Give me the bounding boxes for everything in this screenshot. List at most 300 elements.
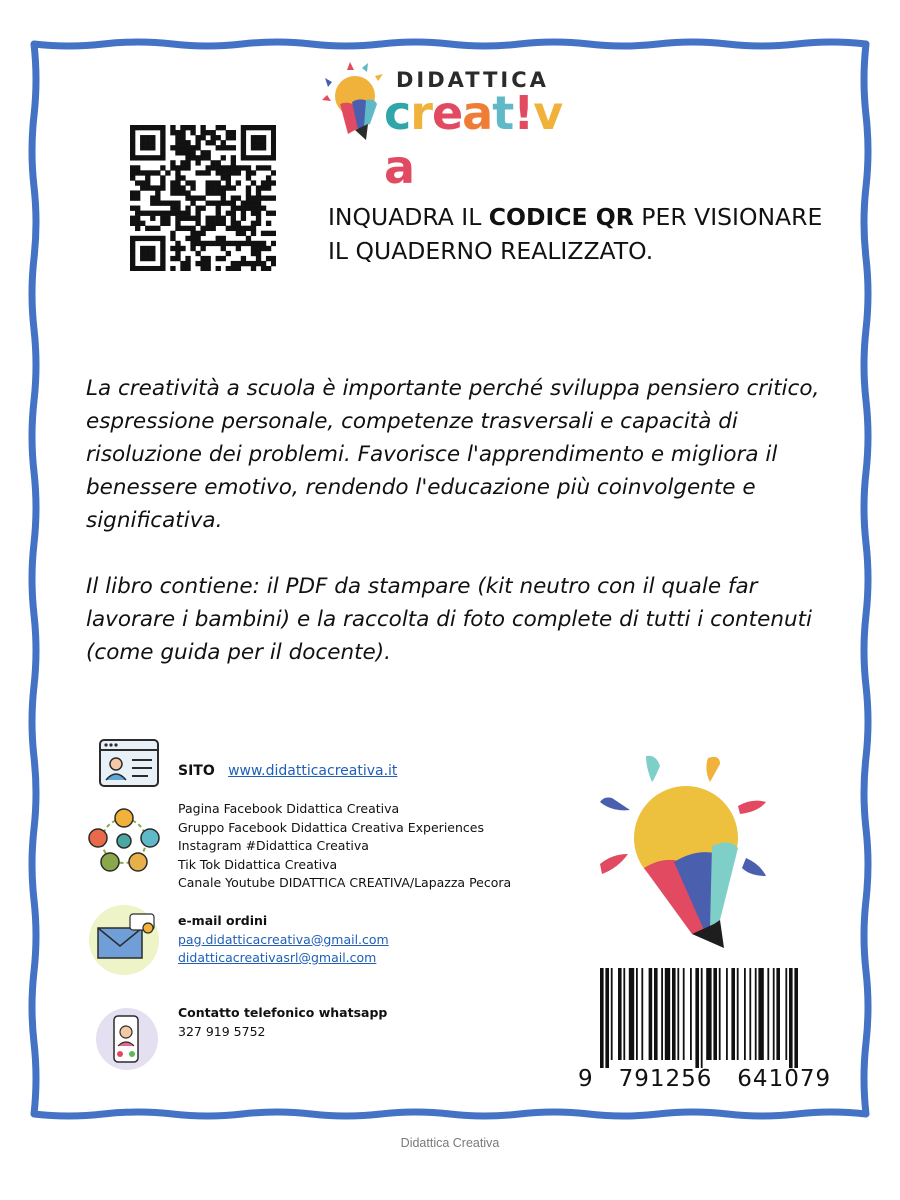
qr-module xyxy=(150,145,155,150)
qr-module xyxy=(135,226,140,231)
qr-module xyxy=(256,206,261,211)
qr-module xyxy=(226,170,231,175)
qr-module xyxy=(216,221,221,226)
qr-module xyxy=(160,266,165,271)
qr-module xyxy=(261,241,266,246)
qr-module xyxy=(190,150,195,155)
qr-module xyxy=(216,125,221,130)
qr-module xyxy=(175,216,180,221)
qr-module xyxy=(150,216,155,221)
qr-module xyxy=(261,261,266,266)
qr-module xyxy=(175,201,180,206)
qr-module xyxy=(221,145,226,150)
qr-module xyxy=(221,221,226,226)
qr-module xyxy=(211,165,216,170)
qr-module xyxy=(195,145,200,150)
qr-module xyxy=(175,226,180,231)
qr-module xyxy=(256,256,261,261)
qr-module xyxy=(185,140,190,145)
qr-module xyxy=(190,155,195,160)
qr-module xyxy=(271,130,276,135)
qr-module xyxy=(135,221,140,226)
qr-module xyxy=(271,125,276,130)
qr-module xyxy=(221,201,226,206)
qr-module xyxy=(190,246,195,251)
qr-module xyxy=(150,266,155,271)
qr-module xyxy=(185,155,190,160)
qr-module xyxy=(170,190,175,195)
qr-module xyxy=(231,170,236,175)
qr-module xyxy=(221,195,226,200)
qr-module xyxy=(170,180,175,185)
qr-module xyxy=(170,125,175,130)
qr-module xyxy=(130,221,135,226)
qr-module xyxy=(266,246,271,251)
qr-module xyxy=(241,226,246,231)
qr-module xyxy=(246,201,251,206)
qr-module xyxy=(185,261,190,266)
qr-module xyxy=(236,165,241,170)
qr-module xyxy=(180,135,185,140)
qr-module xyxy=(180,246,185,251)
qr-module xyxy=(190,130,195,135)
qr-module xyxy=(155,185,160,190)
qr-module xyxy=(185,236,190,241)
qr-module xyxy=(231,226,236,231)
qr-module xyxy=(251,251,256,256)
qr-module xyxy=(145,256,150,261)
qr-module xyxy=(251,170,256,175)
qr-module xyxy=(251,226,256,231)
barcode-bar xyxy=(611,968,613,1060)
qr-module xyxy=(175,256,180,261)
qr-module xyxy=(130,261,135,266)
qr-module xyxy=(170,231,175,236)
qr-module xyxy=(226,135,231,140)
qr-module xyxy=(185,160,190,165)
qr-module xyxy=(236,206,241,211)
qr-module xyxy=(195,236,200,241)
qr-module xyxy=(190,125,195,130)
qr-module xyxy=(241,135,246,140)
qr-module xyxy=(140,145,145,150)
qr-module xyxy=(256,211,261,216)
qr-module xyxy=(195,140,200,145)
qr-module xyxy=(206,165,211,170)
qr-module xyxy=(190,226,195,231)
qr-module xyxy=(160,155,165,160)
qr-module xyxy=(216,236,221,241)
qr-module xyxy=(211,190,216,195)
qr-module xyxy=(130,140,135,145)
qr-module xyxy=(160,241,165,246)
qr-module xyxy=(246,175,251,180)
qr-module xyxy=(241,241,246,246)
qr-module xyxy=(200,135,205,140)
qr-module xyxy=(226,185,231,190)
qr-module xyxy=(160,145,165,150)
logo-letter: v xyxy=(533,86,563,140)
qr-module xyxy=(241,145,246,150)
qr-module xyxy=(160,175,165,180)
qr-module xyxy=(256,216,261,221)
qr-module xyxy=(246,155,251,160)
barcode-bar xyxy=(785,968,787,1060)
logo-bottom-word xyxy=(384,86,572,194)
qr-module xyxy=(145,140,150,145)
qr-module xyxy=(271,140,276,145)
barcode-bar xyxy=(706,968,711,1060)
description-paragraph-2: Il libro contiene: il PDF da stampare (kit neutro con il quale far lavorare i bambini) e la raccolta di foto complete di tutti i contenuti (come guida per il docente). xyxy=(86,574,812,665)
qr-module xyxy=(271,261,276,266)
qr-module xyxy=(271,211,276,216)
qr-module xyxy=(160,256,165,261)
qr-module xyxy=(271,170,276,175)
qr-module xyxy=(185,226,190,231)
qr-caption-bold: CODICE QR xyxy=(488,203,634,231)
social-facebook-group: Gruppo Facebook Didattica Creativa Experiences xyxy=(178,819,484,835)
qr-module xyxy=(211,221,216,226)
qr-module xyxy=(211,180,216,185)
qr-module xyxy=(211,201,216,206)
barcode-bar xyxy=(731,968,735,1060)
qr-module xyxy=(175,130,180,135)
qr-module xyxy=(130,170,135,175)
qr-module xyxy=(226,130,231,135)
site-link[interactable]: www.didatticacreativa.it xyxy=(228,763,398,779)
qr-code-icon[interactable] xyxy=(130,125,276,271)
qr-module xyxy=(180,266,185,271)
qr-module xyxy=(251,231,256,236)
qr-module xyxy=(251,246,256,251)
phone-icon xyxy=(94,1006,160,1072)
qr-module xyxy=(226,175,231,180)
qr-module xyxy=(211,135,216,140)
qr-module xyxy=(226,211,231,216)
qr-module xyxy=(160,135,165,140)
barcode-bar xyxy=(654,968,658,1060)
qr-module xyxy=(180,211,185,216)
logo-top-word: DIDATTICA xyxy=(396,68,549,92)
social-facebook-page: Pagina Facebook Didattica Creativa xyxy=(178,801,400,816)
barcode-bar xyxy=(641,968,643,1060)
qr-module xyxy=(165,201,170,206)
qr-module xyxy=(206,155,211,160)
qr-module xyxy=(180,261,185,266)
qr-module xyxy=(236,231,241,236)
qr-module xyxy=(135,266,140,271)
qr-module xyxy=(190,216,195,221)
qr-module xyxy=(261,206,266,211)
qr-module xyxy=(271,195,276,200)
qr-module xyxy=(216,160,221,165)
qr-module xyxy=(241,165,246,170)
qr-module xyxy=(221,256,226,261)
qr-module xyxy=(145,251,150,256)
phone-number: 327 919 5752 xyxy=(178,1023,266,1039)
barcode-bar xyxy=(794,968,798,1068)
qr-module xyxy=(206,266,211,271)
qr-module xyxy=(190,231,195,236)
qr-module xyxy=(135,165,140,170)
logo-letter: e xyxy=(431,86,463,140)
qr-module xyxy=(236,266,241,271)
qr-module xyxy=(130,236,135,241)
qr-module xyxy=(195,135,200,140)
qr-module xyxy=(195,155,200,160)
qr-module xyxy=(140,185,145,190)
qr-module xyxy=(155,226,160,231)
qr-module xyxy=(130,165,135,170)
barcode-bar xyxy=(755,968,757,1060)
qr-module xyxy=(216,201,221,206)
logo-letter: ! xyxy=(513,86,534,140)
qr-module xyxy=(241,231,246,236)
qr-module xyxy=(175,145,180,150)
qr-module xyxy=(226,226,231,231)
qr-module xyxy=(175,251,180,256)
qr-module xyxy=(135,190,140,195)
qr-module xyxy=(145,125,150,130)
qr-module xyxy=(216,135,221,140)
qr-module xyxy=(140,140,145,145)
qr-module xyxy=(221,165,226,170)
qr-module xyxy=(221,140,226,145)
qr-module xyxy=(175,185,180,190)
qr-module xyxy=(261,231,266,236)
qr-module xyxy=(216,206,221,211)
qr-module xyxy=(256,135,261,140)
qr-module xyxy=(226,266,231,271)
qr-module xyxy=(170,165,175,170)
qr-module xyxy=(160,180,165,185)
barcode-bar xyxy=(758,968,763,1060)
qr-module xyxy=(140,251,145,256)
qr-module xyxy=(231,165,236,170)
qr-module xyxy=(271,155,276,160)
qr-module xyxy=(241,261,246,266)
qr-module xyxy=(231,261,236,266)
qr-caption-pre: INQUADRA IL xyxy=(328,203,489,231)
qr-module xyxy=(190,236,195,241)
email-link-2[interactable]: didatticacreativasrl@gmail.com xyxy=(178,950,377,965)
qr-module xyxy=(206,226,211,231)
qr-module xyxy=(256,185,261,190)
qr-module xyxy=(140,236,145,241)
qr-module xyxy=(206,201,211,206)
qr-module xyxy=(130,125,135,130)
qr-module xyxy=(271,231,276,236)
qr-module xyxy=(140,180,145,185)
qr-module xyxy=(175,170,180,175)
email-link-1[interactable]: pag.didatticacreativa@gmail.com xyxy=(178,931,389,947)
qr-module xyxy=(155,170,160,175)
qr-module xyxy=(155,155,160,160)
qr-module xyxy=(185,180,190,185)
qr-module xyxy=(216,170,221,175)
qr-module xyxy=(195,261,200,266)
barcode-bar xyxy=(749,968,751,1060)
qr-module xyxy=(231,211,236,216)
qr-module xyxy=(271,135,276,140)
qr-module xyxy=(170,246,175,251)
barcode-bar xyxy=(719,968,721,1060)
qr-module xyxy=(155,190,160,195)
qr-module xyxy=(150,256,155,261)
qr-module xyxy=(236,241,241,246)
email-label: e-mail ordini xyxy=(178,913,268,928)
qr-module xyxy=(206,261,211,266)
qr-module xyxy=(175,190,180,195)
qr-module xyxy=(216,216,221,221)
qr-module xyxy=(206,190,211,195)
qr-module xyxy=(160,261,165,266)
qr-module xyxy=(256,246,261,251)
qr-module xyxy=(261,180,266,185)
qr-module xyxy=(180,190,185,195)
logo-letter: a xyxy=(384,140,415,194)
qr-module xyxy=(256,251,261,256)
qr-module xyxy=(246,165,251,170)
barcode-bar xyxy=(789,968,793,1068)
qr-module xyxy=(206,241,211,246)
phone-block xyxy=(178,1004,387,1041)
phone-label: Contatto telefonico whatsapp xyxy=(178,1005,388,1020)
barcode-bar xyxy=(677,968,679,1060)
qr-caption-post: PER VISIONARE IL QUADERNO REALIZZATO. xyxy=(328,203,823,265)
barcode-bar xyxy=(776,968,780,1060)
qr-module xyxy=(160,165,165,170)
qr-module xyxy=(190,145,195,150)
qr-module xyxy=(251,140,256,145)
qr-module xyxy=(256,221,261,226)
description xyxy=(86,372,846,702)
qr-module xyxy=(261,266,266,271)
qr-module xyxy=(221,236,226,241)
qr-module xyxy=(211,185,216,190)
qr-module xyxy=(145,226,150,231)
didattica-creativa-logo xyxy=(322,60,572,194)
description-paragraph-1: La creatività a scuola è importante perché sviluppa pensiero critico, espressione personale, competenze trasversali e capacità di risoluzione dei problemi. Favorisce l'apprendimento e migliora il benessere emotivo, rendendo l'educazione più coinvolgente e significativa. xyxy=(86,376,820,533)
qr-module xyxy=(241,150,246,155)
qr-module xyxy=(221,175,226,180)
qr-module xyxy=(135,236,140,241)
barcode-icon xyxy=(598,968,838,1068)
qr-module xyxy=(175,180,180,185)
qr-module xyxy=(135,155,140,160)
qr-module xyxy=(145,170,150,175)
barcode-bar xyxy=(605,968,609,1068)
email-block xyxy=(178,912,389,968)
qr-module xyxy=(211,226,216,231)
barcode-digits: 9 791256 641079 xyxy=(578,1066,832,1092)
qr-module xyxy=(130,246,135,251)
barcode-bar xyxy=(773,968,775,1060)
qr-module xyxy=(256,145,261,150)
qr-module xyxy=(145,185,150,190)
page-footer: Didattica Creativa xyxy=(400,1136,500,1150)
email-icon xyxy=(86,902,162,976)
qr-module xyxy=(231,266,236,271)
qr-module xyxy=(185,211,190,216)
qr-module xyxy=(216,180,221,185)
qr-module xyxy=(155,195,160,200)
qr-module xyxy=(200,170,205,175)
qr-module xyxy=(271,241,276,246)
qr-module xyxy=(150,195,155,200)
qr-module xyxy=(216,266,221,271)
qr-module xyxy=(231,155,236,160)
qr-module xyxy=(195,231,200,236)
qr-module xyxy=(170,201,175,206)
qr-module xyxy=(206,185,211,190)
qr-module xyxy=(200,241,205,246)
qr-module xyxy=(211,160,216,165)
qr-module xyxy=(175,175,180,180)
qr-module xyxy=(175,211,180,216)
lightbulb-pencil-icon xyxy=(596,752,772,948)
qr-module xyxy=(261,195,266,200)
qr-module xyxy=(160,130,165,135)
qr-module xyxy=(246,170,251,175)
qr-module xyxy=(190,185,195,190)
qr-module xyxy=(221,125,226,130)
qr-module xyxy=(160,125,165,130)
logo-letter: a xyxy=(462,86,493,140)
qr-module xyxy=(150,170,155,175)
social-youtube: Canale Youtube DIDATTICA CREATIVA/Lapazza Pecora xyxy=(178,875,512,890)
qr-module xyxy=(256,165,261,170)
qr-module xyxy=(236,261,241,266)
qr-module xyxy=(261,125,266,130)
qr-module xyxy=(150,226,155,231)
qr-module xyxy=(266,266,271,271)
qr-module xyxy=(266,256,271,261)
qr-module xyxy=(195,160,200,165)
qr-module xyxy=(256,195,261,200)
qr-module xyxy=(236,246,241,251)
qr-module xyxy=(130,251,135,256)
qr-module xyxy=(266,195,271,200)
qr-module xyxy=(236,180,241,185)
qr-module xyxy=(221,190,226,195)
qr-module xyxy=(211,216,216,221)
qr-module xyxy=(170,236,175,241)
qr-module xyxy=(165,216,170,221)
qr-module xyxy=(145,211,150,216)
barcode-bar xyxy=(744,968,746,1060)
qr-module xyxy=(266,221,271,226)
qr-module xyxy=(206,216,211,221)
site-label: SITO xyxy=(178,763,215,779)
qr-module xyxy=(150,140,155,145)
qr-module xyxy=(266,155,271,160)
barcode-bar xyxy=(701,968,703,1068)
barcode-bar xyxy=(690,968,692,1060)
qr-module xyxy=(266,175,271,180)
qr-module xyxy=(130,175,135,180)
qr-module xyxy=(200,261,205,266)
qr-module xyxy=(226,251,231,256)
qr-module xyxy=(211,241,216,246)
qr-module xyxy=(246,190,251,195)
qr-module xyxy=(140,256,145,261)
qr-module xyxy=(145,180,150,185)
qr-module xyxy=(231,206,236,211)
qr-module xyxy=(160,201,165,206)
qr-module xyxy=(231,135,236,140)
qr-module xyxy=(185,256,190,261)
